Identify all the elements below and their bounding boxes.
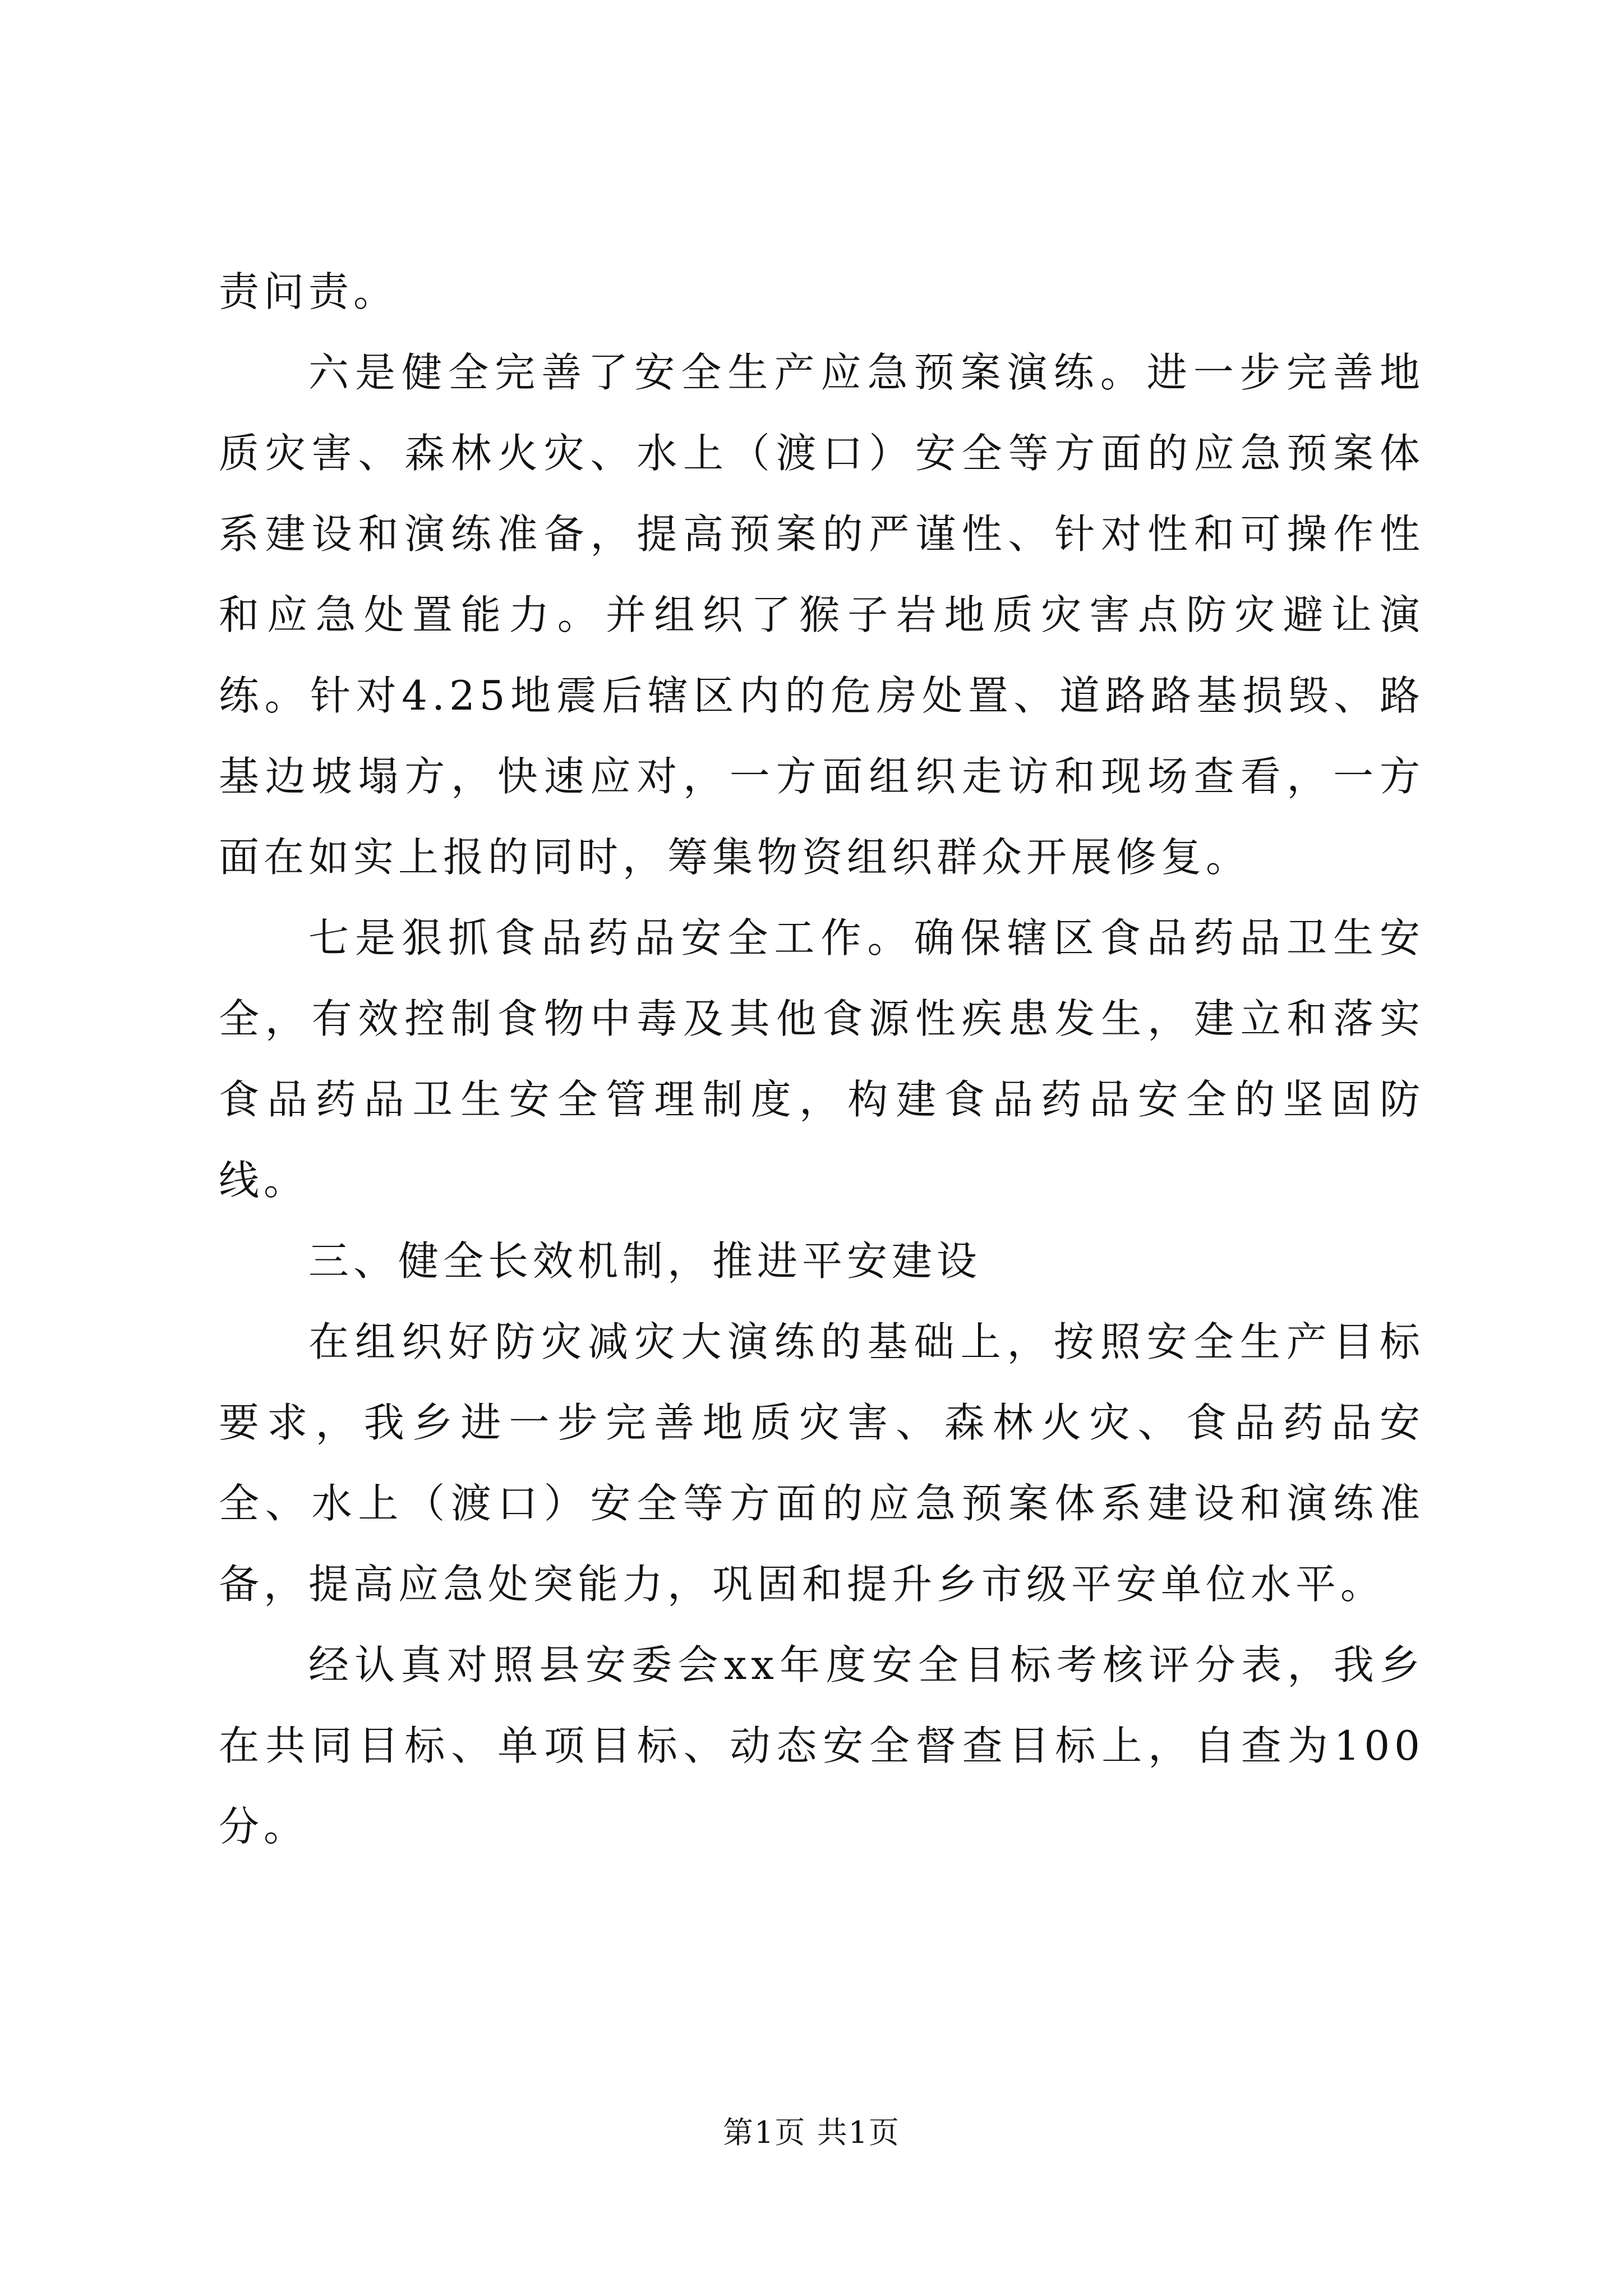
paragraph-item-six: 六是健全完善了安全生产应急预案演练。进一步完善地质灾害、森林火灾、水上（渡口）安全等方面的应急预案体系建设和演练准备，提高预案的严谨性、针对性和可操作性和应急处置能力。并组织了猴子岩地质灾害点防灾避让演练。针对4.25地震后辖区内的危房处置、道路路基损毁、路基边坡塌方，快速应对，一方面组织走访和现场查看，一方面在如实上报的同时，筹集物资组织群众开展修复。 — [219, 349, 1424, 881]
paragraph-section-three-body: 在组织好防灾减灾大演练的基础上，按照安全生产目标要求，我乡进一步完善地质灾害、森林火灾、食品药品安全、水上（渡口）安全等方面的应急预案体系建设和演练准备，提高应急处突能力，巩固和提升乡市级平安单位水平。 — [219, 1318, 1424, 1608]
document-body — [219, 251, 1424, 1867]
paragraph-self-assessment: 经认真对照县安委会xx年度安全目标考核评分表，我乡在共同目标、单项目标、动态安全督查目标上，自查为100分。 — [219, 1641, 1424, 1850]
paragraph-item-seven: 七是狠抓食品药品安全工作。确保辖区食品药品卫生安全，有效控制食物中毒及其他食源性疾患发生，建立和落实食品药品卫生安全管理制度，构建食品药品安全的坚固防线。 — [219, 914, 1424, 1204]
paragraph-continuation: 责问责。 — [219, 268, 399, 315]
section-heading-three: 三、健全长效机制，推进平安建设 — [308, 1237, 982, 1285]
page-number-footer: 第1页 共1页 — [723, 2115, 900, 2150]
